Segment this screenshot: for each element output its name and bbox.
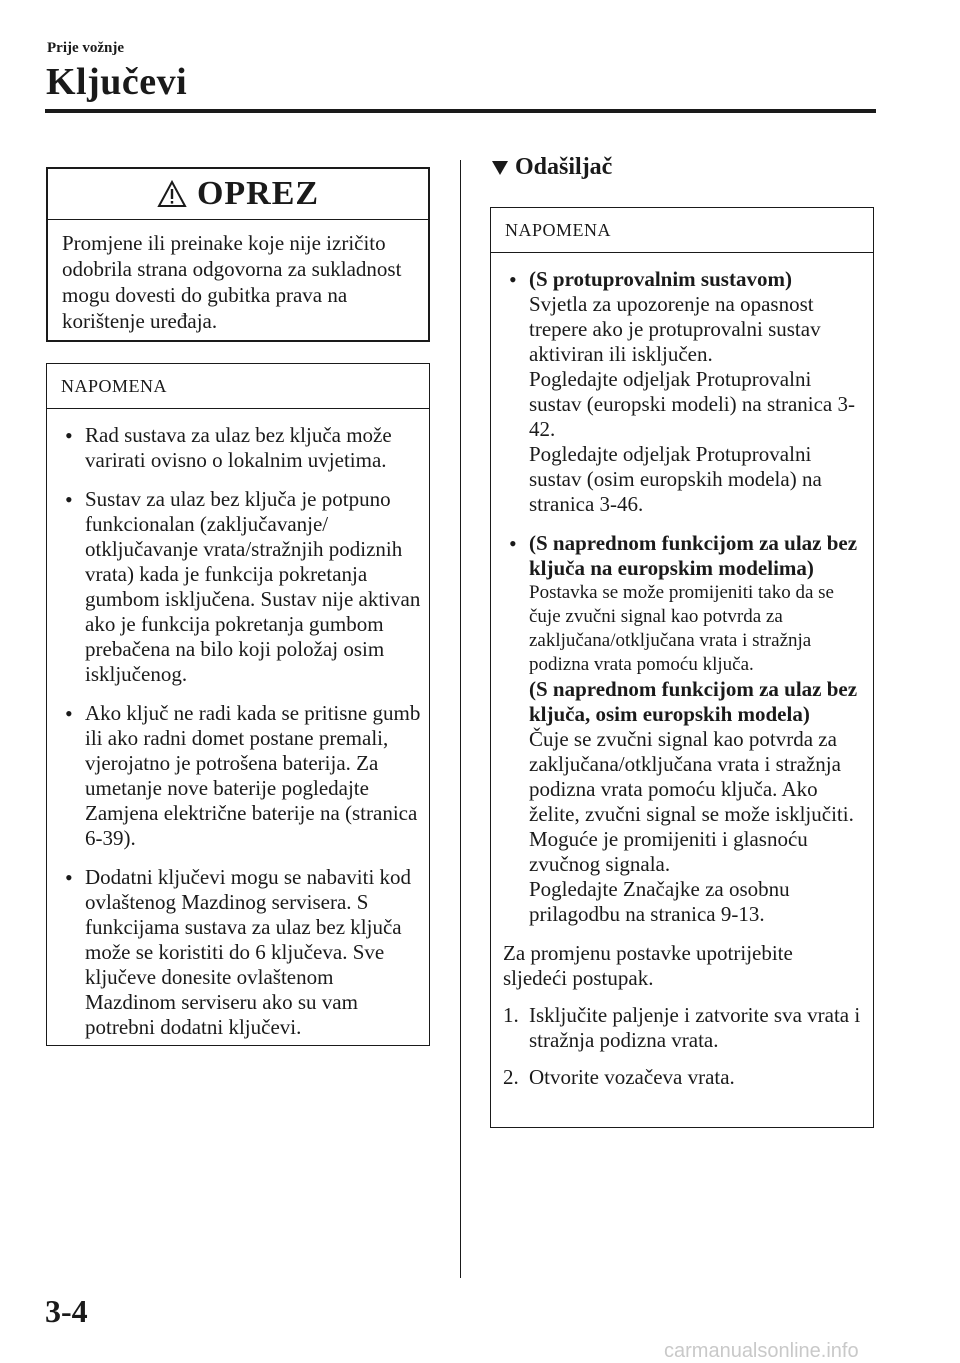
note-title: NAPOMENA <box>491 208 873 253</box>
note-item-reference: Pogledajte Značajke za osobnu prilagodbu na stranica 9-13. <box>529 877 790 926</box>
note-item-heading: • (S naprednom funkcijom za ulaz bez ključa na europskim modelima) <box>529 531 858 580</box>
note-item-text: Moguće je promijeniti i glasnoću zvučnog signala. <box>529 827 808 876</box>
watermark: carmanualsonline.info <box>664 1340 859 1362</box>
header-rule <box>45 109 876 113</box>
column-divider <box>460 160 461 1278</box>
note-item: • Ako ključ ne radi kada se pritisne gumb ili ako radni domet postane premali, vjerojatno je potrošena baterija. Za umetanje nove baterije pogledajte Zamjena električne baterije na (stranica 6-39). <box>59 701 421 851</box>
caution-box <box>46 167 430 342</box>
note-item: • Rad sustava za ulaz bez ključa može varirati ovisno o lokalnim uvjetima. <box>59 423 421 473</box>
note-item: • Dodatni ključevi mogu se nabaviti kod ovlaštenog Mazdinog servisera. S funkcijama sustava za ulaz bez ključa može se koristiti do 6 ključeva. Sve ključeve donesite ovlaštenom Mazdinom serviseru ako su vam potrebni dodatni ključevi. <box>59 865 421 1040</box>
section-heading <box>491 154 612 181</box>
chapter-label: Prije vožnje <box>47 40 125 56</box>
caution-text: Promjene ili preinake koje nije izričito odobrila strana odgovorna za sukladnost mogu dovesti do gubitka prava na korištenje uređaja. <box>62 231 402 333</box>
note-title: NAPOMENA <box>47 364 429 409</box>
triangle-down-icon <box>491 160 509 176</box>
note-box-transmitter <box>490 207 874 1128</box>
note-list <box>491 253 873 927</box>
caution-title: OPREZ <box>196 175 320 212</box>
section-title: Odašiljač <box>515 154 613 180</box>
step-text: Otvorite vozačeva vrata. <box>529 1065 735 1089</box>
note-item-heading: (S naprednom funkcijom za ulaz bez ključa, osim europskih modela) <box>529 677 858 726</box>
note-item-reference: Pogledajte odjeljak Protuprovalni sustav (europski modeli) na stranica 3-42. <box>529 367 855 441</box>
procedure-step <box>503 1065 861 1090</box>
warning-triangle-icon <box>157 180 187 208</box>
procedure-step <box>503 1003 861 1053</box>
note-item-text: Čuje se zvučni signal kao potvrda za zaključana/otključana vrata i stražnja podizna vrata pomoću ključa. Ako želite, zvučni signal se može isključiti. <box>529 727 854 826</box>
step-number: 2. <box>503 1065 519 1089</box>
step-number: 1. <box>503 1003 519 1027</box>
note-item <box>503 267 865 517</box>
note-item-heading: • (S protuprovalnim sustavom) <box>529 267 792 291</box>
procedure-steps <box>491 1003 873 1090</box>
page-number: 3-4 <box>45 1293 88 1329</box>
note-list <box>47 409 429 1040</box>
step-text: Isključite paljenje i zatvorite sva vrata i stražnja podizna vrata. <box>529 1003 861 1052</box>
caution-header <box>48 169 428 220</box>
note-item-text: Svjetla za upozorenje na opasnost trepere ako je protuprovalni sustav aktiviran ili isključen. <box>529 292 821 366</box>
note-box-keyless <box>46 363 430 1046</box>
procedure-intro: Za promjenu postavke upotrijebite sljedeći postupak. <box>503 941 793 990</box>
page-title: Ključevi <box>46 61 188 103</box>
note-item <box>503 531 865 927</box>
note-item: • Sustav za ulaz bez ključa je potpuno funkcionalan (zaključavanje/ otključavanje vrata/stražnjih podiznih vrata) kada je funkcija pokretanja gumbom isključena. Sustav nije aktivan ako je funkcija pokretanja gumbom prebačena na bilo koji položaj osim isključenog. <box>59 487 421 687</box>
note-item-reference: Pogledajte odjeljak Protuprovalni sustav (osim europskih modela) na stranica 3-46. <box>529 442 822 516</box>
note-item-text: Postavka se može promijeniti tako da se čuje zvučni signal kao potvrda za zaključana/otključana vrata i stražnja podizna vrata pomoću ključa. <box>529 582 834 675</box>
